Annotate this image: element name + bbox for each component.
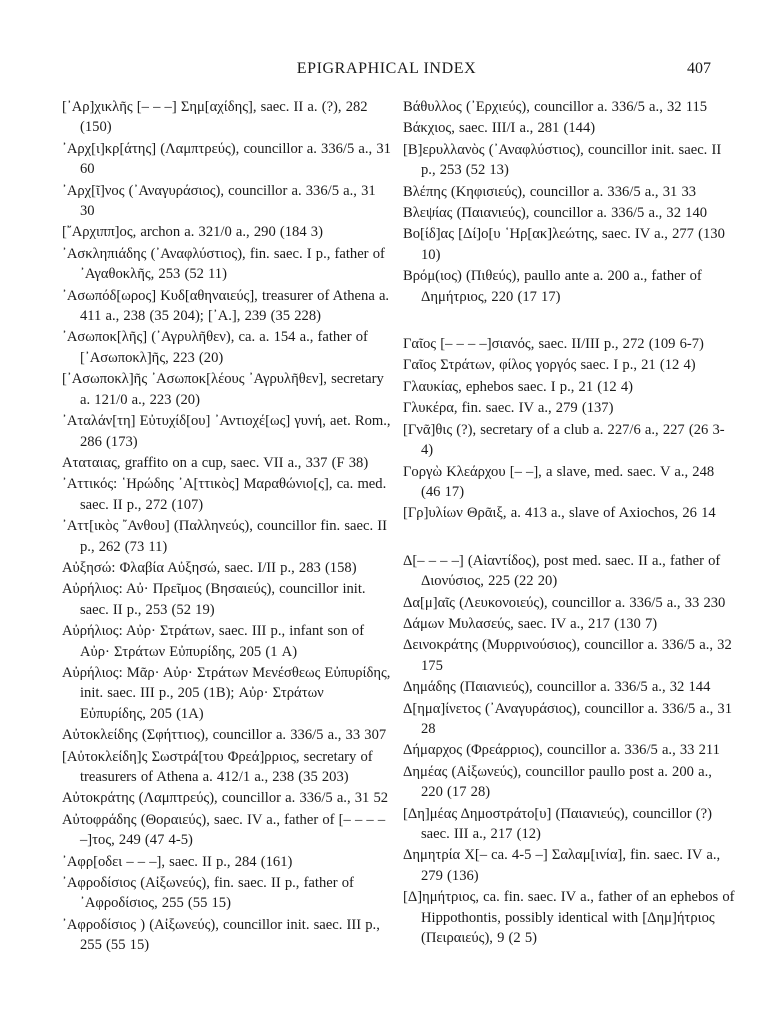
index-entry: [Β]ερυλλανὸς (᾿Αναφλύστιος), councillor init. saec. II p., 253 (52 13) bbox=[403, 141, 722, 179]
index-entry: Βλέπης (Κηφισιεύς), councillor a. 336/5 a., 31 33 bbox=[403, 183, 697, 200]
index-entry: Αὐτοκλείδης (Σφήττιος), councillor a. 336/5 a., 33 307 bbox=[62, 727, 387, 744]
page-number: 407 bbox=[687, 60, 711, 77]
index-entry: Βο[ίδ]ας [Δί]ο[υ ῾Ηρ[ακ]λεώτης, saec. IV a., 277 (130 10) bbox=[403, 226, 725, 263]
index-entry: Αὐτοφράδης (Θοραιεύς), saec. IV a., father of [– – – – –]τος, 249 (47 4-5) bbox=[62, 811, 386, 849]
index-entry: Δεινοκράτης (Μυρρινούσιος), councillor a. 336/5 a., 32 175 bbox=[403, 637, 732, 674]
right-column bbox=[403, 97, 735, 949]
index-entry: Βρόμ(ιος) (Πιθεύς), paullo ante a. 200 a., father of Δημήτριος, 220 (17 17) bbox=[403, 268, 702, 305]
index-entry: Βλεψίας (Παιανιεύς), councillor a. 336/5 a., 32 140 bbox=[403, 205, 708, 222]
index-entry: ᾿Ασωποκ[λῆς] (᾿Αγρυλῆθεν), ca. a. 154 a., father of [᾿Ασωποκλ]ῆς, 223 (20) bbox=[62, 329, 368, 366]
index-entry: ᾿Ασωπόδ[ωρος] Κυδ[αθηναιεύς], treasurer of Athena a. 411 a., 238 (35 204); [᾿Α.], 239 (35 228) bbox=[62, 287, 390, 325]
letter-group-gap bbox=[403, 525, 735, 551]
index-entry: Αταταιας, graffito on a cup, saec. VII a., 337 (F 38) bbox=[62, 454, 369, 471]
index-entry: [῎Αρχιππ]ος, archon a. 321/0 a., 290 (184 3) bbox=[62, 224, 323, 241]
index-entry: Αὐρήλιος: Αὐρ· Στράτων, saec. III p., infant son of Αὐρ· Στράτων Εὐπυρίδης, 205 (1 A) bbox=[62, 623, 365, 660]
index-entry: Δημέας (Αἰξωνεύς), councillor paullo post a. 200 a., 220 (17 28) bbox=[403, 763, 712, 801]
letter-group-gap bbox=[403, 308, 735, 334]
index-entry: Βάθυλλος (᾿Ερχιεύς), councillor a. 336/5 a., 32 115 bbox=[403, 99, 708, 115]
index-entry: Δ[ημα]ίνετος (᾿Αναγυράσιος), councillor a. 336/5 a., 31 28 bbox=[403, 700, 732, 737]
index-entry: [᾿Ασωποκλ]ῆς ᾿Ασωποκ[λέους ᾿Αγρυλῆθεν], secretary a. 121/0 a., 223 (20) bbox=[62, 371, 384, 408]
index-entry: ᾿Αττ[ικὸς ῎Ανθου] (Παλληνεύς), councillor fin. saec. II p., 262 (73 11) bbox=[62, 518, 387, 555]
index-entry: ᾿Ασκληπιάδης (᾿Αναφλύστιος), fin. saec. I p., father of ᾿Αγαθοκλῆς, 253 (52 11) bbox=[62, 245, 385, 283]
index-entry: [Δη]μέας Δημοστράτο[υ] (Παιανιεύς), councillor (?) saec. III a., 217 (12) bbox=[403, 805, 712, 842]
index-entry: Γαῖος [– – – –]σιανός, saec. II/III p., 272 (109 6-7) bbox=[403, 336, 704, 353]
index-entry: Γοργὼ Κλεάρχου [– –], a slave, med. saec. V a., 248 (46 17) bbox=[403, 463, 715, 500]
index-entry: Δημητρία Χ[– ca. 4-5 –] Σαλαμ[ινία], fin. saec. IV a., 279 (136) bbox=[403, 847, 721, 884]
index-entry: [᾿Αρ]χικλῆς [– – –] Σημ[αχίδης], saec. II a. (?), 282 (150) bbox=[62, 99, 368, 136]
left-column bbox=[62, 97, 392, 957]
index-entry: ᾿Αφρ[οδει – – –], saec. II p., 284 (161) bbox=[62, 853, 293, 870]
index-entry: Γαῖος Στράτων, φίλος γοργός saec. I p., 21 (12 4) bbox=[403, 357, 696, 374]
index-entry: ᾿Αρχ[ῖ]νος (᾿Αναγυράσιος), councillor a. 336/5 a., 31 30 bbox=[62, 182, 376, 220]
index-entry: [Γνᾶ]θις (?), secretary of a club a. 227/6 a., 227 (26 3-4) bbox=[403, 421, 725, 459]
index-entry: Γλαυκίας, ephebos saec. I p., 21 (12 4) bbox=[403, 378, 634, 395]
index-entry: Δ[– – – –] (Αἰαντίδος), post med. saec. II a., father of Διονύσιος, 225 (22 20) bbox=[403, 552, 721, 590]
index-entry: Βάκχιος, saec. III/I a., 281 (144) bbox=[403, 120, 596, 137]
index-entry: ᾿Αφροδίσιος ) (Αἰξωνεύς), councillor init. saec. III p., 255 (55 15) bbox=[62, 916, 380, 954]
index-entry: ᾿Αττικός: ῾Ηρώδης ᾿Α[ττικὸς] Μαραθώνιο[ς], ca. med. saec. II p., 272 (107) bbox=[62, 476, 387, 513]
index-entry: Αὐτοκράτης (Λαμπτρεύς), councillor a. 336/5 a., 31 52 bbox=[62, 790, 389, 807]
index-entry: [Γρ]υλίων Θρᾶιξ, a. 413 a., slave of Axiochos, 26 14 bbox=[403, 505, 716, 522]
index-entry: ᾿Αφροδίσιος (Αἰξωνεύς), fin. saec. II p., father of ᾿Αφροδίσιος, 255 (55 15) bbox=[62, 875, 354, 912]
index-entry: Δημάδης (Παιανιεύς), councillor a. 336/5 a., 32 144 bbox=[403, 679, 711, 696]
running-header: EPIGRAPHICAL INDEX bbox=[296, 60, 477, 77]
index-entry: Δάμων Μυλασεύς, saec. IV a., 217 (130 7) bbox=[403, 615, 658, 632]
index-entry: Γλυκέρα, fin. saec. IV a., 279 (137) bbox=[403, 400, 614, 417]
index-entry: Αὐρήλιος: Αὐ· Πρεῖμος (Βησαιεύς), councillor init. saec. II p., 253 (52 19) bbox=[62, 581, 366, 618]
index-entry: [Δ]ημήτριος, ca. fin. saec. IV a., father of an ephebos of Hippothontis, possibly identical with [Δημ]ήτριος (Πειραιεύς), 9 (2 5) bbox=[403, 889, 735, 947]
index-entry: ᾿Αρχ[ι]κρ[άτης] (Λαμπτρεύς), councillor a. 336/5 a., 31 60 bbox=[62, 140, 391, 178]
index-entry: Δήμαρχος (Φρεάρριος), councillor a. 336/5 a., 33 211 bbox=[403, 742, 720, 759]
index-entry: ᾿Αταλάν[τη] Εὐτυχίδ[ου] ᾿Αντιοχέ[ως] γυνή, aet. Rom., 286 (173) bbox=[62, 413, 391, 450]
index-entry: Δα[μ]αῖς (Λευκονοιεύς), councillor a. 336/5 a., 33 230 bbox=[403, 594, 726, 611]
index-entry: [Αὐτοκλείδη]ς Σωστρά[του Φρεά]ρριος, secretary of treasurers of Athena a. 412/1 a., 238 (35 203) bbox=[62, 748, 373, 785]
index-entry: Αὐξησώ: Φλαβία Αὐξησώ, saec. I/II p., 283 (158) bbox=[62, 559, 357, 576]
index-entry: Αὐρήλιος: Μᾶρ· Αὐρ· Στράτων Μενέσθεως Εὐπυρίδης, init. saec. III p., 205 (1B); Αὐρ· Στράτων Εὐπυρίδης, 205 (1A) bbox=[62, 664, 391, 722]
